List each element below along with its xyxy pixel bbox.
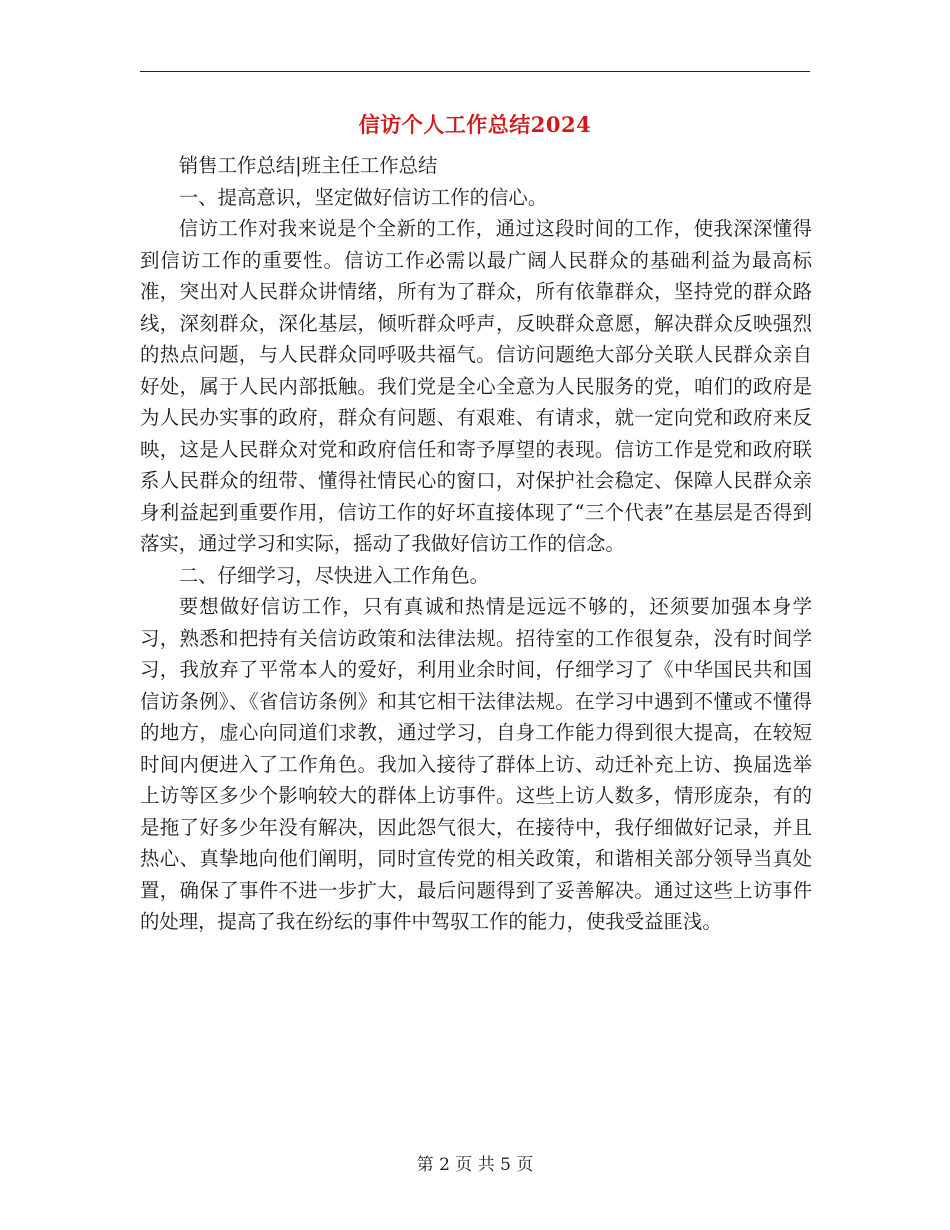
header-rule bbox=[140, 71, 810, 72]
section-heading-2: 二、仔细学习，尽快进入工作角色。 bbox=[178, 563, 490, 587]
subtitle-line: 销售工作总结|班主任工作总结 bbox=[178, 154, 438, 177]
body-paragraph-1: 信访工作对我来说是个全新的工作，通过这段时间的工作，使我深深懂得到信访工作的重要性。信访工作必需以最广阔人民群众的基础利益为最高标准，突出对人民群众讲情绪，所有为了群众，所有依靠群众，坚持党的群众路线，深刻群众，深化基层，倾听群众呼声，反映群众意愿，解决群众反映强烈的热点问题，与人民群众同呼吸共福气。信访问题绝大部分关联人民群众亲自好处，属于人民内部抵触。我们党是全心全意为人民服务的党，咱们的政府是为人民办实事的政府，群众有问题、有艰难、有请求，就一定向党和政府来反映，这是人民群众对党和政府信任和寄予厚望的表现。信访工作是党和政府联系人民群众的纽带、懂得社情民心的窗口，对保护社会稳定、保障人民群众亲身利益起到重要作用，信访工作的好坏直接体现了“三个代表”在基层是否得到落实，通过学习和实际，摇动了我做好信访工作的信念。 bbox=[140, 217, 812, 555]
section-heading-1: 一、提高意识，坚定做好信访工作的信心。 bbox=[178, 185, 548, 209]
page-number: 第 2 页 共 5 页 bbox=[416, 1155, 534, 1175]
document-title: 信访个人工作总结2024 bbox=[358, 112, 592, 137]
document-body bbox=[140, 150, 812, 938]
body-paragraph-2: 要想做好信访工作，只有真诚和热情是远远不够的，还须要加强本身学习，熟悉和把持有关信访政策和法律法规。招待室的工作很复杂，没有时间学习，我放弃了平常本人的爱好，利用业余时间，仔细学习了《中华国民共和国信访条例》、《省信访条例》和其它相干法律法规。在学习中遇到不懂或不懂得的地方，虚心向同道们求教，通过学习，自身工作能力得到很大提高，在较短时间内便进入了工作角色。我加入接待了群体上访、动迁补充上访、换届选举上访等区多少个影响较大的群体上访事件。这些上访人数多，情形庞杂，有的是拖了好多少年没有解决，因此怨气很大，在接待中，我仔细做好记录，并且热心、真挚地向他们阐明，同时宣传党的相关政策，和谐相关部分领导当真处置，确保了事件不进一步扩大，最后问题得到了妥善解决。通过这些上访事件的处理，提高了我在纷纭的事件中驾驭工作的能力，使我受益匪浅。 bbox=[140, 595, 812, 933]
